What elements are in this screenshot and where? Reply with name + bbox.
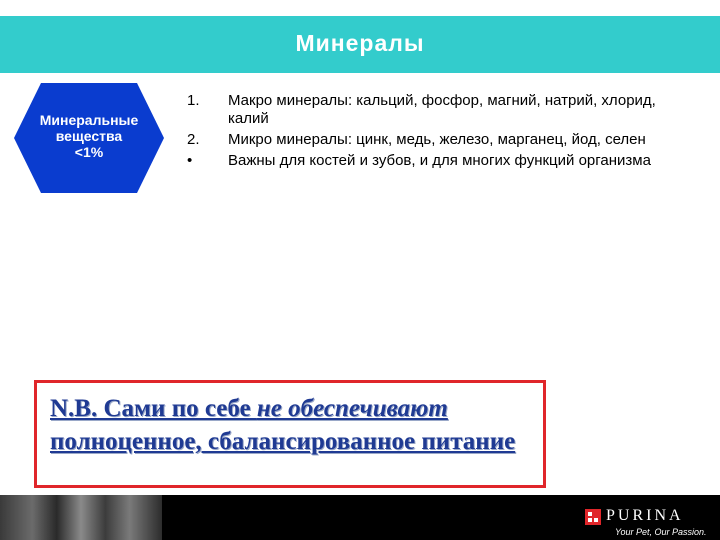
purina-checkerboard-icon	[585, 509, 601, 525]
list-item-text: Важны для костей и зубов, и для многих функций организма	[228, 152, 651, 169]
note-text	[50, 392, 530, 458]
list-item	[187, 152, 687, 170]
badge-line-3: <1%	[74, 144, 104, 160]
note-part-1: N.B. Сами по себе	[50, 395, 257, 422]
list-item-text: Макро минералы: кальций, фосфор, магний, натрий, хлорид, калий	[228, 92, 656, 127]
slide-title: Минералы	[295, 30, 425, 56]
list-item	[187, 131, 687, 149]
list-item-text: Микро минералы: цинк, медь, железо, марганец, йод, селен	[228, 131, 646, 148]
footer-photo-strip	[0, 495, 162, 540]
bullet-marker: •	[187, 152, 193, 169]
list-marker: 1.	[187, 92, 200, 109]
brand-name: PURINA	[606, 507, 684, 524]
badge-line-1: Минеральные	[39, 112, 139, 128]
note-emphasis: не обеспечивают	[256, 395, 448, 422]
list-marker: 2.	[187, 131, 200, 148]
brand-tagline: Your Pet, Our Passion.	[615, 527, 707, 537]
list-item	[187, 92, 687, 128]
note-part-2: полноценное, сбалансированное питание	[50, 428, 516, 455]
badge-line-2: вещества	[55, 128, 123, 144]
mineral-list	[187, 92, 687, 173]
mineral-badge-label	[13, 112, 165, 160]
